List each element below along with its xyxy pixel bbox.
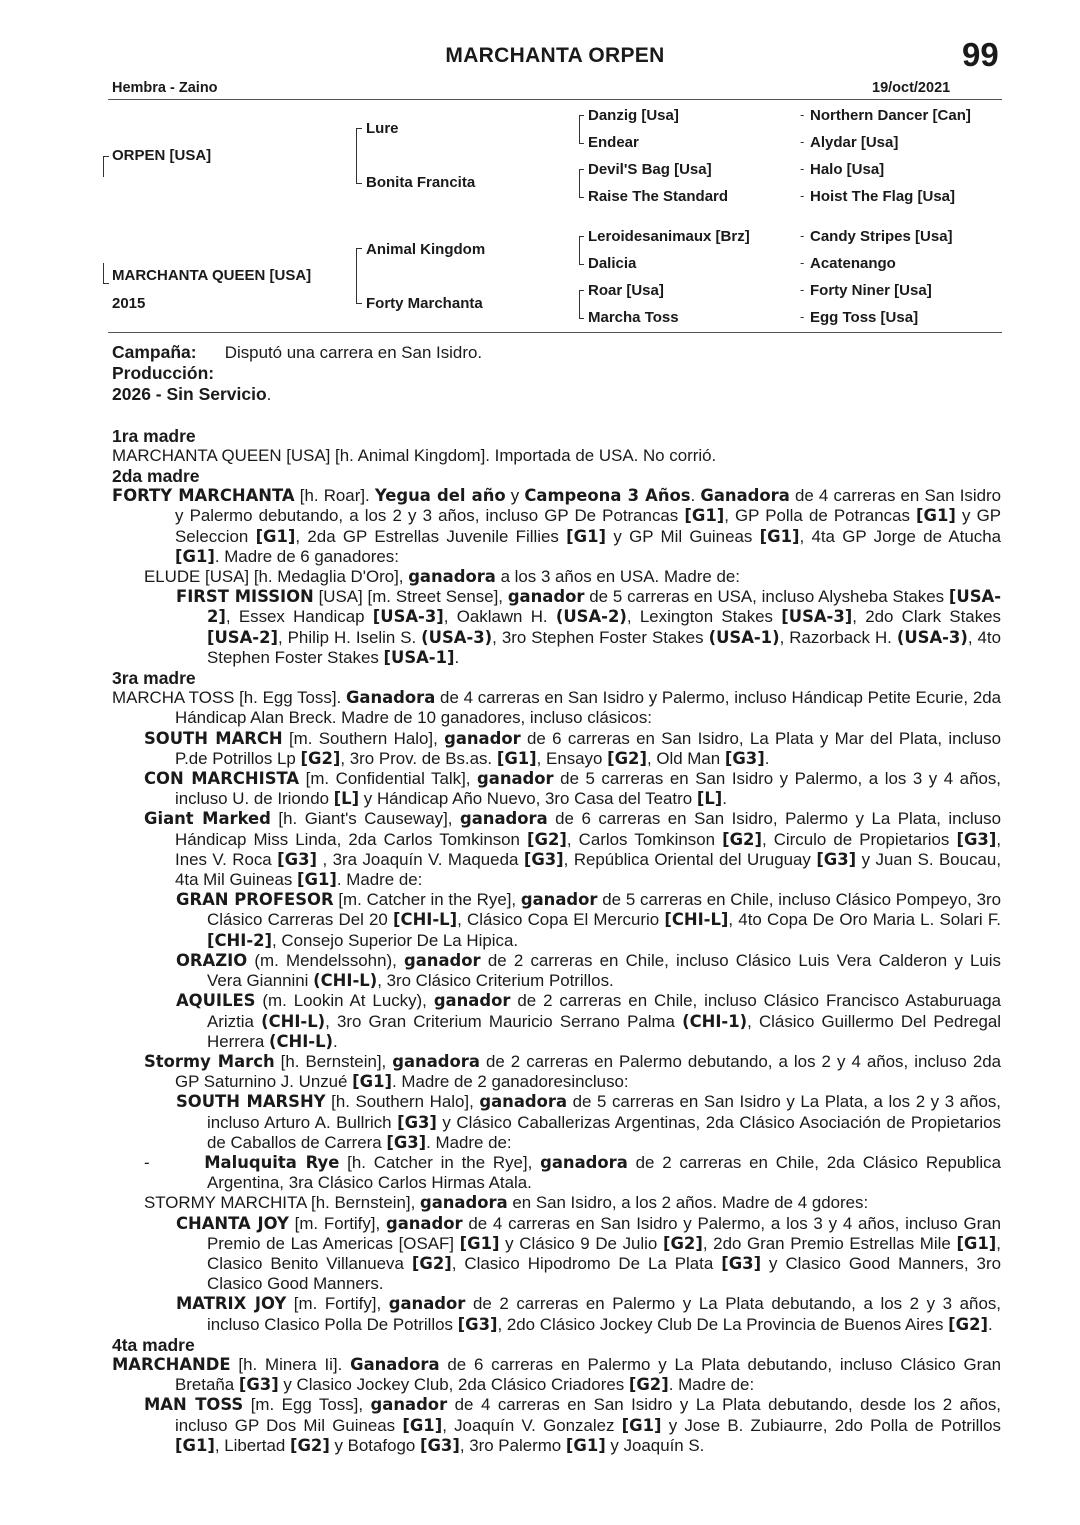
gen2-bracket-sire <box>356 128 362 184</box>
page-body <box>112 342 1001 1456</box>
gen4-dash-3: - <box>800 161 805 176</box>
pedigree-gen4-1: Northern Dancer [Can] <box>810 107 971 124</box>
pedigree-paragraph: FORTY MARCHANTA [h. Roar]. Yegua del año y Campeona 3 Años. Ganadora de 4 carreras en San Isidro y Palermo debutando, a los 2 y 3 años, incluso GP De Potrancas [G1], GP Polla de Potrancas [G1] y GP Seleccion [G1], 2da GP Estrellas Juvenile Fillies [G1] y GP Mil Guineas [G1], 4ta GP Jorge de Atucha [G1]. Madre de 6 ganadores: <box>112 486 1002 566</box>
pedigree-paragraph: MARCHANTA QUEEN [USA] [h. Animal Kingdom]. Importada de USA. No corrió. <box>112 445 717 465</box>
pedigree-gen3-8: Marcha Toss <box>588 309 679 326</box>
section-heading: 3ra madre <box>112 668 196 689</box>
pedigree-gen3-5: Leroidesanimaux [Brz] <box>588 228 750 245</box>
pedigree-gen2-3: Animal Kingdom <box>366 241 486 258</box>
gen4-dash-2: - <box>800 134 805 149</box>
page-number: 99 <box>962 36 999 73</box>
pedigree-paragraph: STORMY MARCHITA [h. Bernstein], ganadora en San Isidro, a los 2 años. Madre de 4 gdores: <box>144 1193 869 1213</box>
pedigree-paragraph: CHANTA JOY [m. Fortify], ganador de 4 carreras en San Isidro y Palermo, a los 3 y 4 años, incluso Gran Premio de Las Americas [OSAF] [G1] y Clásico 9 De Julio [G2], 2do Gran Premio Estrellas Mile [G1], Clasico Benito Villanueva [G2], Clasico Hipodromo De La Plata [G3] y Clasico Good Manners, 3ro Clasico Good Manners. <box>176 1213 1002 1294</box>
pedigree-gen3-2: Endear <box>588 134 639 151</box>
gen3-bracket-4 <box>579 290 584 319</box>
section-heading: 1ra madre <box>112 425 196 446</box>
campana-text: Disputó una carrera en San Isidro. <box>224 343 483 362</box>
gen4-dash-5: - <box>800 228 805 243</box>
pedigree-paragraph: AQUILES (m. Lookin At Lucky), ganador de 2 carreras en Chile, incluso Clásico Francisco Astaburuaga Ariztia (CHI-L), 3ro Gran Criterium Mauricio Serrano Palma (CHI-1), Clásico Guillermo Del Pedregal Herrera (CHI-L). <box>176 991 1002 1051</box>
sex-color: Hembra - Zaino <box>112 80 218 96</box>
pedigree-gen3-1: Danzig [Usa] <box>588 107 679 124</box>
gen3-bracket-2 <box>579 169 584 198</box>
pedigree-gen4-8: Egg Toss [Usa] <box>810 309 919 326</box>
header-rule <box>108 99 1002 100</box>
sire-bracket <box>103 156 109 177</box>
pedigree-paragraph: CON MARCHISTA [m. Confidential Talk], ganador de 5 carreras en San Isidro y Palermo, a los 3 y 4 años, incluso U. de Iriondo [L] y Hándicap Año Nuevo, 3ro Casa del Teatro [L]. <box>144 769 1002 809</box>
pedigree-gen3-6: Dalicia <box>588 255 637 272</box>
gen3-bracket-1 <box>579 115 584 144</box>
pedigree-gen4-3: Halo [Usa] <box>810 161 885 178</box>
section-heading: 4ta madre <box>112 1334 195 1355</box>
section-heading: 2da madre <box>112 466 200 487</box>
sire-name: ORPEN [USA] <box>112 147 212 164</box>
pedigree-paragraph: Giant Marked [h. Giant's Causeway], ganadora de 6 carreras en San Isidro, Palermo y La Plata, incluso Hándicap Miss Linda, 2da Carlos Tomkinson [G2], Carlos Tomkinson [G2], Circulo de Propietarios [G3], Ines V. Roca [G3] , 3ra Joaquín V. Maqueda [G3], República Oriental del Uruguay [G3] y Juan S. Boucau, 4ta Mil Guineas [G1]. Madre de: <box>144 809 1002 890</box>
gen4-dash-7: - <box>800 282 805 297</box>
dam-name: MARCHANTA QUEEN [USA] <box>112 267 312 284</box>
pedigree-gen2-2: Bonita Francita <box>366 174 476 191</box>
produccion-label: Producción: <box>112 363 215 384</box>
pedigree-gen4-6: Acatenango <box>810 255 896 272</box>
pedigree-paragraph: - Maluquita Rye [h. Catcher in the Rye], ganadora de 2 carreras en Chile, 2da Clásico Republica Argentina, 3ra Clásico Carlos Hirmas Atala. <box>144 1152 1001 1193</box>
report-date: 19/oct/2021 <box>872 80 951 96</box>
dam-year: 2015 <box>112 295 146 312</box>
gen4-dash-4: - <box>800 188 805 203</box>
produccion-end: . <box>266 385 272 405</box>
pedigree-gen4-2: Alydar [Usa] <box>810 134 899 151</box>
pedigree-gen4-4: Hoist The Flag [Usa] <box>810 188 956 205</box>
pedigree-paragraph: SOUTH MARCH [m. Southern Halo], ganador de 6 carreras en San Isidro, La Plata y Mar del Plata, incluso P.de Potrillos Lp [G2], 3ro Prov. de Bs.as. [G1], Ensayo [G2], Old Man [G3]. <box>144 728 1002 768</box>
pedigree-gen2-1: Lure <box>366 120 399 137</box>
pedigree-paragraph: MARCHA TOSS [h. Egg Toss]. Ganadora de 4 carreras en San Isidro y Palermo, incluso Hándicap Petite Ecurie, 2da Hándicap Alan Breck. Madre de 10 ganadores, incluso clásicos: <box>112 688 1001 728</box>
pedigree-paragraph: ORAZIO (m. Mendelssohn), ganador de 2 carreras en Chile, incluso Clásico Luis Vera Calderon y Luis Vera Giannini (CHI-L), 3ro Clásico Criterium Potrillos. <box>176 950 1001 991</box>
pedigree-paragraph: SOUTH MARSHY [h. Southern Halo], ganadora de 5 carreras en San Isidro y La Plata, a los 2 y 3 años, incluso Arturo A. Bullrich [G3] y Clásico Caballerizas Argentinas, 2da Clásico Asociación de Propietarios de Caballos de Carrera [G3]. Madre de: <box>176 1092 1002 1152</box>
pedigree-gen3-3: Devil'S Bag [Usa] <box>588 161 712 178</box>
pedigree-paragraph: MARCHANDE [h. Minera Ii]. Ganadora de 6 carreras en Palermo y La Plata debutando, incluso Clásico Gran Bretaña [G3] y Clasico Jockey Club, 2da Clásico Criadores [G2]. Madre de: <box>112 1354 1001 1395</box>
pedigree-gen4-5: Candy Stripes [Usa] <box>810 228 953 245</box>
gen4-dash-6: - <box>800 255 805 270</box>
gen4-dash-1: - <box>800 107 805 122</box>
campana-label: Campaña: <box>112 342 197 362</box>
pedigree-paragraph: ELUDE [USA] [h. Medaglia D'Oro], ganadora a los 3 años en USA. Madre de: <box>144 567 740 587</box>
produccion-year: 2026 <box>112 384 151 405</box>
dam-bracket <box>103 263 109 284</box>
pedigree-rule <box>108 332 1002 333</box>
page-title: MARCHANTA ORPEN <box>445 44 665 67</box>
pedigree-paragraph: Stormy March [h. Bernstein], ganadora de 2 carreras en Palermo debutando, a los 2 y 4 años, incluso 2da GP Saturnino J. Unzué [G1]. Madre de 2 ganadoresincluso: <box>144 1051 1002 1092</box>
dam-line-sections <box>112 426 1001 1456</box>
produccion-line <box>112 363 1001 384</box>
pedigree-gen4-7: Forty Niner [Usa] <box>810 282 932 299</box>
pedigree-paragraph: MATRIX JOY [m. Fortify], ganador de 2 carreras en Palermo y La Plata debutando, a los 2 y 3 años, incluso Clasico Polla De Potrillos [G3], 2do Clásico Jockey Club De La Provincia de Buenos Aires [G2]. <box>176 1294 1001 1334</box>
pedigree-paragraph: FIRST MISSION [USA] [m. Street Sense], ganador de 5 carreras en USA, incluso Alysheba Stakes [USA-2], Essex Handicap [USA-3], Oaklawn H. (USA-2), Lexington Stakes [USA-3], 2do Clark Stakes [USA-2], Philip H. Iselin S. (USA-3), 3ro Stephen Foster Stakes (USA-1), Razorback H. (USA-3), 4to Stephen Foster Stakes [USA-1]. <box>176 587 1002 667</box>
gen4-dash-8: - <box>800 309 805 324</box>
pedigree-paragraph: MAN TOSS [m. Egg Toss], ganador de 4 carreras en San Isidro y La Plata debutando, desde los 2 años, incluso GP Dos Mil Guineas [G1], Joaquín V. Gonzalez [G1] y Jose B. Zubiaurre, 2do Polla de Potrillos [G1], Libertad [G2] y Botafogo [G3], 3ro Palermo [G1] y Joaquín S. <box>144 1395 1002 1455</box>
pedigree-paragraph: GRAN PROFESOR [m. Catcher in the Rye], ganador de 5 carreras en Chile, incluso Clásico Pompeyo, 3ro Clásico Carreras Del 20 [CHI-L], Clásico Copa El Mercurio [CHI-L], 4to Copa De Oro Maria L. Solari F. [CHI-2], Consejo Superior De La Hipica. <box>176 890 1002 950</box>
produccion-text: - Sin Servicio <box>150 384 267 405</box>
pedigree-gen3-4: Raise The Standard <box>588 188 729 205</box>
pedigree-gen3-7: Roar [Usa] <box>588 282 664 299</box>
campana-line <box>112 342 1001 363</box>
produccion-entry <box>112 384 1001 405</box>
gen2-bracket-dam <box>356 248 362 304</box>
pedigree-gen2-4: Forty Marchanta <box>366 295 483 312</box>
gen3-bracket-3 <box>579 236 584 265</box>
